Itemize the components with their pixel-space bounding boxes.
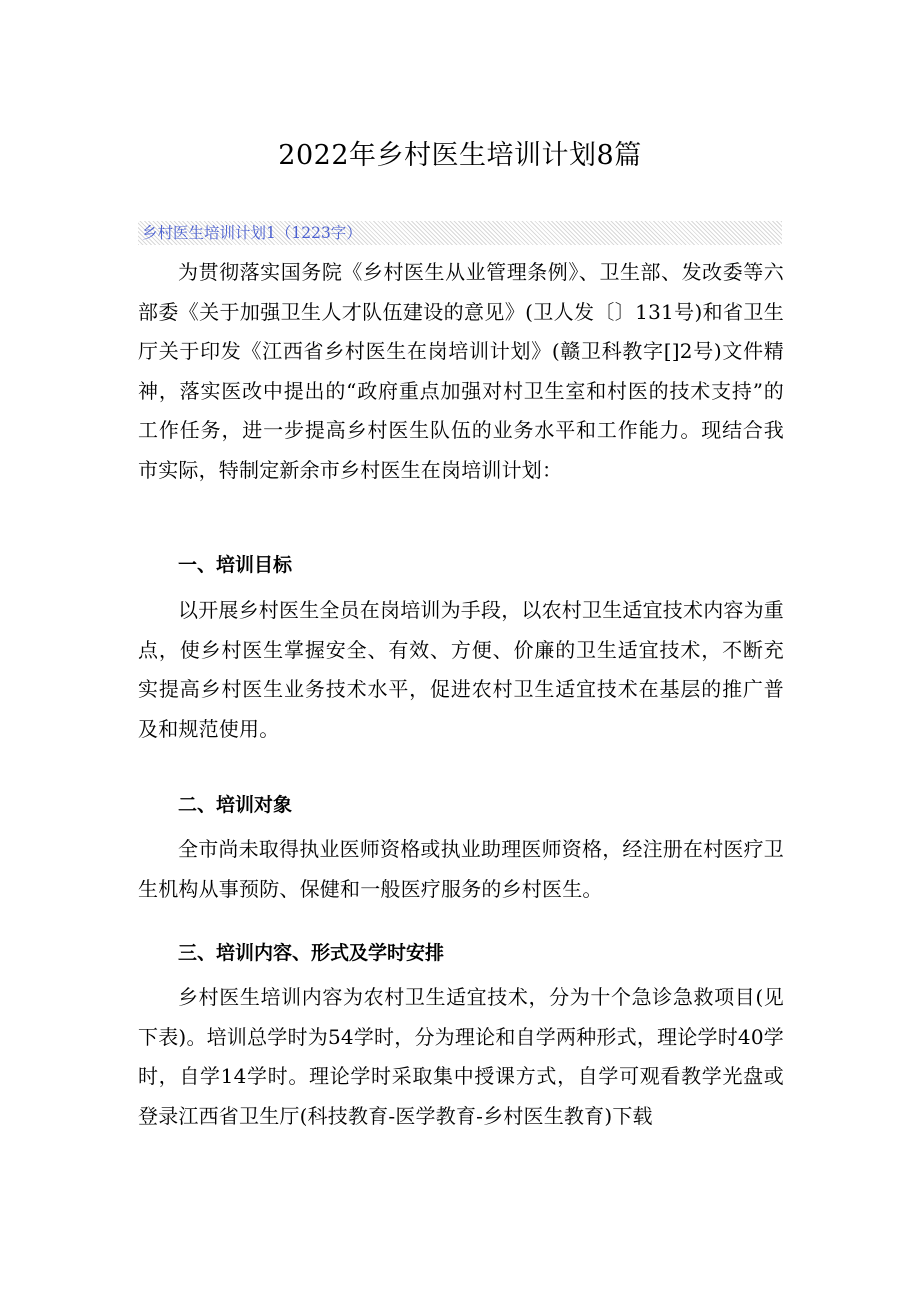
document-title: 2022年乡村医生培训计划8篇 — [278, 140, 642, 171]
section-body-target: 全市尚未取得执业医师资格或执业助理医师资格，经注册在村医疗卫生机构从事预防、保健和一般医疗服务的乡村医生。 — [138, 837, 784, 901]
toc-link-plan-1[interactable]: 乡村医生培训计划1（1223字） — [138, 221, 782, 245]
intro-paragraph-block — [138, 253, 784, 490]
section-body-block-content — [138, 978, 784, 1136]
section-body-goal: 以开展乡村医生全员在岗培训为手段，以农村卫生适宜技术内容为重点，使乡村医生掌握安全、有效、方便、价廉的卫生适宜技术，不断充实提高乡村医生业务技术水平，促进农村卫生适宜技术在基层的推广普及和规范使用。 — [138, 598, 784, 741]
section-heading-target: 二、培训对象 — [178, 794, 293, 816]
section-body-block-target — [138, 830, 784, 909]
section-body-block-goal — [138, 591, 784, 749]
section-body-content: 乡村医生培训内容为农村卫生适宜技术，分为十个急诊急救项目(见下表)。培训总学时为54学时，分为理论和自学两种形式，理论学时40学时，自学14学时。理论学时采取集中授课方式，自学可观看教学光盘或登录江西省卫生厅(科技教育-医学教育-乡村医生教育)下载 — [138, 985, 784, 1128]
section-heading-content: 三、培训内容、形式及学时安排 — [178, 942, 445, 964]
intro-paragraph: 为贯彻落实国务院《乡村医生从业管理条例》、卫生部、发改委等六部委《关于加强卫生人才队伍建设的意见》(卫人发〔〕131号)和省卫生厅关于印发《江西省乡村医生在岗培训计划》(赣卫科教字[]2号)文件精神，落实医改中提出的“政府重点加强对村卫生室和村医的技术支持”的工作任务，进一步提高乡村医生队伍的业务水平和工作能力。现结合我市实际，特制定新余市乡村医生在岗培训计划： — [138, 260, 784, 482]
section-heading-goal: 一、培训目标 — [178, 554, 293, 576]
